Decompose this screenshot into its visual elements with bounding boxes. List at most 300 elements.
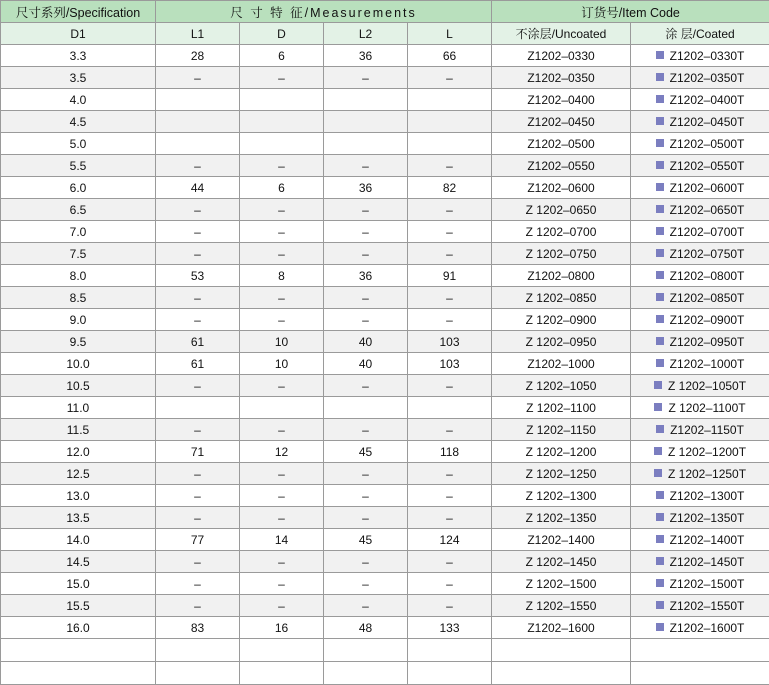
table-row — [1, 441, 769, 463]
cell-d1 — [1, 639, 156, 662]
coated-code-text: Z1202–1400T — [670, 533, 745, 547]
cell-l2: – — [324, 595, 408, 617]
cell-l2 — [324, 662, 408, 685]
cell-coated-code — [631, 67, 769, 89]
table-row — [1, 419, 769, 441]
coated-code-wrapper — [654, 467, 746, 481]
cell-l2: 36 — [324, 45, 408, 67]
cell-d1: 7.5 — [1, 243, 156, 265]
coated-code-wrapper — [656, 71, 745, 85]
subheader-l: L — [408, 23, 492, 45]
coated-code-text: Z1202–0650T — [670, 203, 745, 217]
table-row — [1, 551, 769, 573]
cell-coated-code — [631, 309, 769, 331]
cell-d: – — [240, 573, 324, 595]
cell-uncoated-code: Z1202–1600 — [492, 617, 631, 639]
coated-code-text: Z1202–0850T — [670, 291, 745, 305]
cell-l1 — [156, 639, 240, 662]
table-header — [1, 1, 769, 45]
cell-uncoated-code: Z1202–0800 — [492, 265, 631, 287]
cell-uncoated-code: Z1202–0450 — [492, 111, 631, 133]
coated-square-icon — [656, 249, 664, 257]
cell-d1: 12.0 — [1, 441, 156, 463]
coated-code-wrapper — [656, 291, 745, 305]
cell-d — [240, 662, 324, 685]
cell-l1: 28 — [156, 45, 240, 67]
cell-l2 — [324, 89, 408, 111]
cell-l2: – — [324, 155, 408, 177]
cell-l: 91 — [408, 265, 492, 287]
coated-square-icon — [656, 205, 664, 213]
cell-l2: 40 — [324, 353, 408, 375]
coated-code-text: Z1202–1500T — [670, 577, 745, 591]
cell-l: 66 — [408, 45, 492, 67]
coated-square-icon — [656, 51, 664, 59]
cell-l2: – — [324, 199, 408, 221]
cell-uncoated-code: Z 1202–1150 — [492, 419, 631, 441]
cell-d1: 4.0 — [1, 89, 156, 111]
cell-l2: – — [324, 309, 408, 331]
cell-coated-code — [631, 529, 769, 551]
coated-code-text: Z1202–1450T — [670, 555, 745, 569]
coated-code-text: Z1202–0400T — [670, 93, 745, 107]
cell-uncoated-code: Z 1202–0950 — [492, 331, 631, 353]
cell-d1: 3.3 — [1, 45, 156, 67]
cell-l1: 61 — [156, 353, 240, 375]
coated-code-text: Z1202–0750T — [670, 247, 745, 261]
cell-l — [408, 639, 492, 662]
cell-l2: – — [324, 485, 408, 507]
cell-l2: 36 — [324, 177, 408, 199]
coated-code-wrapper — [656, 423, 744, 437]
cell-d — [240, 89, 324, 111]
cell-l — [408, 133, 492, 155]
table-row-blank — [1, 662, 769, 685]
cell-l: – — [408, 155, 492, 177]
table-row-blank — [1, 639, 769, 662]
coated-code-text: Z1202–0950T — [670, 335, 745, 349]
cell-l: – — [408, 595, 492, 617]
coated-code-wrapper — [656, 225, 745, 239]
cell-l: 124 — [408, 529, 492, 551]
cell-uncoated-code: Z 1202–0900 — [492, 309, 631, 331]
coated-code-text: Z 1202–1200T — [668, 445, 746, 459]
coated-square-icon — [656, 535, 664, 543]
coated-code-wrapper — [656, 269, 745, 283]
cell-d: – — [240, 199, 324, 221]
cell-coated-code — [631, 89, 769, 111]
coated-code-wrapper — [656, 577, 745, 591]
coated-square-icon — [654, 469, 662, 477]
cell-l1: – — [156, 573, 240, 595]
cell-coated-code — [631, 507, 769, 529]
coated-square-icon — [656, 579, 664, 587]
cell-d: – — [240, 309, 324, 331]
cell-d1: 12.5 — [1, 463, 156, 485]
cell-uncoated-code: Z1202–0600 — [492, 177, 631, 199]
cell-d1: 9.5 — [1, 331, 156, 353]
cell-l: 118 — [408, 441, 492, 463]
cell-d1: 7.0 — [1, 221, 156, 243]
cell-d1: 3.5 — [1, 67, 156, 89]
cell-uncoated-code: Z 1202–1550 — [492, 595, 631, 617]
cell-uncoated-code: Z 1202–0750 — [492, 243, 631, 265]
cell-l2 — [324, 111, 408, 133]
header-item-code: 订货号/Item Code — [492, 1, 769, 23]
coated-code-text: Z1202–0350T — [670, 71, 745, 85]
cell-l1: – — [156, 287, 240, 309]
coated-code-text: Z 1202–1100T — [668, 401, 745, 415]
cell-d1: 16.0 — [1, 617, 156, 639]
coated-code-text: Z1202–1600T — [670, 621, 745, 635]
cell-d: 14 — [240, 529, 324, 551]
cell-l1 — [156, 397, 240, 419]
cell-d: – — [240, 221, 324, 243]
coated-square-icon — [654, 403, 662, 411]
table-row — [1, 463, 769, 485]
coated-code-text: Z1202–0330T — [670, 49, 745, 63]
cell-uncoated-code: Z1202–1000 — [492, 353, 631, 375]
cell-d: 10 — [240, 353, 324, 375]
cell-coated-code — [631, 551, 769, 573]
cell-coated-code — [631, 595, 769, 617]
cell-d — [240, 397, 324, 419]
cell-d1: 6.5 — [1, 199, 156, 221]
coated-code-wrapper — [656, 203, 745, 217]
cell-l2: – — [324, 221, 408, 243]
cell-d1: 10.0 — [1, 353, 156, 375]
cell-l: – — [408, 243, 492, 265]
coated-square-icon — [656, 183, 664, 191]
cell-l1 — [156, 111, 240, 133]
cell-coated-code — [631, 265, 769, 287]
coated-code-text: Z1202–1150T — [670, 423, 744, 437]
cell-uncoated-code: Z1202–0550 — [492, 155, 631, 177]
cell-uncoated-code: Z 1202–1100 — [492, 397, 631, 419]
coated-code-wrapper — [656, 533, 745, 547]
table-row — [1, 617, 769, 639]
cell-d: – — [240, 375, 324, 397]
cell-l1: – — [156, 155, 240, 177]
subheader-l2: L2 — [324, 23, 408, 45]
cell-d: – — [240, 595, 324, 617]
cell-d1: 10.5 — [1, 375, 156, 397]
cell-d: 16 — [240, 617, 324, 639]
cell-d: – — [240, 287, 324, 309]
cell-d1: 5.0 — [1, 133, 156, 155]
cell-coated-code — [631, 485, 769, 507]
cell-uncoated-code: Z 1202–1450 — [492, 551, 631, 573]
cell-l2: – — [324, 573, 408, 595]
cell-l1: 83 — [156, 617, 240, 639]
cell-l2: 40 — [324, 331, 408, 353]
cell-coated-code — [631, 397, 769, 419]
coated-square-icon — [656, 425, 664, 433]
cell-uncoated-code: Z1202–0500 — [492, 133, 631, 155]
cell-coated-code — [631, 133, 769, 155]
cell-d1: 9.0 — [1, 309, 156, 331]
coated-square-icon — [656, 293, 664, 301]
coated-square-icon — [656, 337, 664, 345]
cell-d1: 14.5 — [1, 551, 156, 573]
cell-l1: – — [156, 375, 240, 397]
coated-code-wrapper — [656, 511, 745, 525]
cell-d1: 11.5 — [1, 419, 156, 441]
cell-coated-code — [631, 111, 769, 133]
table-row — [1, 45, 769, 67]
table-row — [1, 529, 769, 551]
cell-l: – — [408, 485, 492, 507]
cell-d1: 8.5 — [1, 287, 156, 309]
coated-code-text: Z1202–0800T — [670, 269, 745, 283]
cell-coated-code — [631, 662, 769, 685]
coated-code-wrapper — [656, 555, 745, 569]
cell-l — [408, 111, 492, 133]
cell-d1: 13.5 — [1, 507, 156, 529]
coated-code-wrapper — [656, 313, 745, 327]
table-row — [1, 287, 769, 309]
coated-square-icon — [656, 315, 664, 323]
cell-l: – — [408, 221, 492, 243]
table-row — [1, 177, 769, 199]
cell-l2 — [324, 639, 408, 662]
cell-l1: – — [156, 419, 240, 441]
table-row — [1, 155, 769, 177]
coated-code-text: Z1202–0550T — [670, 159, 745, 173]
cell-d: – — [240, 419, 324, 441]
cell-l1: 77 — [156, 529, 240, 551]
table-row — [1, 89, 769, 111]
cell-uncoated-code: Z 1202–1500 — [492, 573, 631, 595]
cell-d1: 6.0 — [1, 177, 156, 199]
coated-code-text: Z 1202–1050T — [668, 379, 746, 393]
cell-l2 — [324, 397, 408, 419]
cell-l1: – — [156, 485, 240, 507]
cell-coated-code — [631, 463, 769, 485]
cell-d: – — [240, 507, 324, 529]
cell-uncoated-code: Z 1202–1300 — [492, 485, 631, 507]
coated-square-icon — [656, 73, 664, 81]
cell-uncoated-code: Z 1202–1200 — [492, 441, 631, 463]
cell-l1: – — [156, 67, 240, 89]
coated-code-wrapper — [654, 379, 746, 393]
cell-uncoated-code: Z1202–0330 — [492, 45, 631, 67]
table-row — [1, 485, 769, 507]
cell-l: – — [408, 573, 492, 595]
cell-d — [240, 639, 324, 662]
coated-code-wrapper — [656, 599, 745, 613]
coated-code-wrapper — [656, 621, 745, 635]
subheader-d1: D1 — [1, 23, 156, 45]
coated-code-wrapper — [656, 159, 745, 173]
cell-d: 6 — [240, 177, 324, 199]
coated-code-wrapper — [656, 49, 745, 63]
coated-code-text: Z1202–0600T — [670, 181, 745, 195]
header-specification: 尺寸系列/Specification — [1, 1, 156, 23]
coated-code-text: Z1202–0900T — [670, 313, 745, 327]
cell-uncoated-code: Z1202–0400 — [492, 89, 631, 111]
cell-d: – — [240, 243, 324, 265]
cell-coated-code — [631, 155, 769, 177]
cell-d1: 8.0 — [1, 265, 156, 287]
cell-l: – — [408, 463, 492, 485]
cell-l — [408, 662, 492, 685]
coated-square-icon — [656, 117, 664, 125]
cell-l: – — [408, 375, 492, 397]
coated-code-wrapper — [656, 335, 745, 349]
cell-d1: 13.0 — [1, 485, 156, 507]
cell-coated-code — [631, 639, 769, 662]
cell-d: – — [240, 463, 324, 485]
cell-uncoated-code: Z 1202–1250 — [492, 463, 631, 485]
table-row — [1, 265, 769, 287]
table-row — [1, 243, 769, 265]
cell-l2: 45 — [324, 529, 408, 551]
cell-l: – — [408, 419, 492, 441]
cell-l1: – — [156, 221, 240, 243]
cell-d: 10 — [240, 331, 324, 353]
cell-l: 103 — [408, 353, 492, 375]
cell-coated-code — [631, 177, 769, 199]
cell-coated-code — [631, 419, 769, 441]
header-measurements: 尺 寸 特 征/Measurements — [156, 1, 492, 23]
cell-l1: – — [156, 507, 240, 529]
table-row — [1, 375, 769, 397]
coated-square-icon — [656, 161, 664, 169]
cell-uncoated-code — [492, 639, 631, 662]
coated-code-wrapper — [656, 181, 745, 195]
cell-l: – — [408, 67, 492, 89]
cell-d1: 15.5 — [1, 595, 156, 617]
cell-uncoated-code: Z 1202–1350 — [492, 507, 631, 529]
coated-square-icon — [654, 447, 662, 455]
cell-l2: – — [324, 287, 408, 309]
cell-l2: – — [324, 243, 408, 265]
cell-l1: 71 — [156, 441, 240, 463]
cell-l1: – — [156, 463, 240, 485]
table-row — [1, 595, 769, 617]
coated-code-wrapper — [656, 137, 745, 151]
table-sub-header-row — [1, 23, 769, 45]
cell-l2: 45 — [324, 441, 408, 463]
coated-square-icon — [656, 359, 664, 367]
cell-coated-code — [631, 441, 769, 463]
coated-code-wrapper — [654, 401, 745, 415]
coated-code-wrapper — [656, 93, 745, 107]
cell-coated-code — [631, 375, 769, 397]
cell-l: 133 — [408, 617, 492, 639]
cell-d1: 15.0 — [1, 573, 156, 595]
coated-square-icon — [656, 491, 664, 499]
cell-l2: 36 — [324, 265, 408, 287]
coated-square-icon — [656, 513, 664, 521]
cell-coated-code — [631, 353, 769, 375]
cell-l: – — [408, 309, 492, 331]
cell-l — [408, 89, 492, 111]
cell-l1: – — [156, 595, 240, 617]
cell-l2: – — [324, 463, 408, 485]
table-row — [1, 309, 769, 331]
cell-uncoated-code: Z 1202–0700 — [492, 221, 631, 243]
cell-coated-code — [631, 45, 769, 67]
cell-d1: 14.0 — [1, 529, 156, 551]
cell-d: 12 — [240, 441, 324, 463]
subheader-l1: L1 — [156, 23, 240, 45]
cell-d: 6 — [240, 45, 324, 67]
cell-coated-code — [631, 199, 769, 221]
coated-code-text: Z1202–0450T — [670, 115, 745, 129]
table-body — [1, 45, 769, 685]
cell-d1: 5.5 — [1, 155, 156, 177]
coated-square-icon — [656, 271, 664, 279]
cell-coated-code — [631, 573, 769, 595]
cell-d — [240, 111, 324, 133]
coated-square-icon — [656, 557, 664, 565]
cell-l1: 61 — [156, 331, 240, 353]
cell-d: – — [240, 485, 324, 507]
cell-coated-code — [631, 221, 769, 243]
table-row — [1, 199, 769, 221]
cell-l2: – — [324, 375, 408, 397]
table-row — [1, 353, 769, 375]
cell-uncoated-code: Z 1202–1050 — [492, 375, 631, 397]
table-row — [1, 573, 769, 595]
cell-l1 — [156, 662, 240, 685]
cell-d1: 11.0 — [1, 397, 156, 419]
cell-l1: 53 — [156, 265, 240, 287]
cell-l1: – — [156, 551, 240, 573]
table-row — [1, 133, 769, 155]
cell-uncoated-code — [492, 662, 631, 685]
coated-code-text: Z1202–1300T — [670, 489, 745, 503]
coated-code-wrapper — [656, 247, 745, 261]
cell-coated-code — [631, 617, 769, 639]
cell-coated-code — [631, 287, 769, 309]
cell-d: – — [240, 155, 324, 177]
cell-l1: – — [156, 243, 240, 265]
cell-l — [408, 397, 492, 419]
cell-uncoated-code: Z 1202–0850 — [492, 287, 631, 309]
coated-square-icon — [656, 601, 664, 609]
cell-l2: – — [324, 507, 408, 529]
cell-l2: 48 — [324, 617, 408, 639]
cell-l2: – — [324, 67, 408, 89]
cell-coated-code — [631, 243, 769, 265]
coated-square-icon — [654, 381, 662, 389]
coated-code-text: Z1202–0500T — [670, 137, 745, 151]
table-row — [1, 331, 769, 353]
table-row — [1, 397, 769, 419]
cell-coated-code — [631, 331, 769, 353]
cell-l1: – — [156, 199, 240, 221]
coated-square-icon — [656, 623, 664, 631]
coated-code-text: Z1202–1550T — [670, 599, 745, 613]
coated-code-wrapper — [654, 445, 746, 459]
cell-l1 — [156, 89, 240, 111]
cell-l: – — [408, 507, 492, 529]
coated-code-wrapper — [656, 115, 745, 129]
cell-l2 — [324, 133, 408, 155]
subheader-d: D — [240, 23, 324, 45]
cell-l1: – — [156, 309, 240, 331]
table-row — [1, 507, 769, 529]
cell-d: – — [240, 551, 324, 573]
table-row — [1, 67, 769, 89]
subheader-coated: 涂 层/Coated — [631, 23, 769, 45]
coated-square-icon — [656, 95, 664, 103]
coated-code-text: Z 1202–1250T — [668, 467, 746, 481]
cell-d1: 4.5 — [1, 111, 156, 133]
